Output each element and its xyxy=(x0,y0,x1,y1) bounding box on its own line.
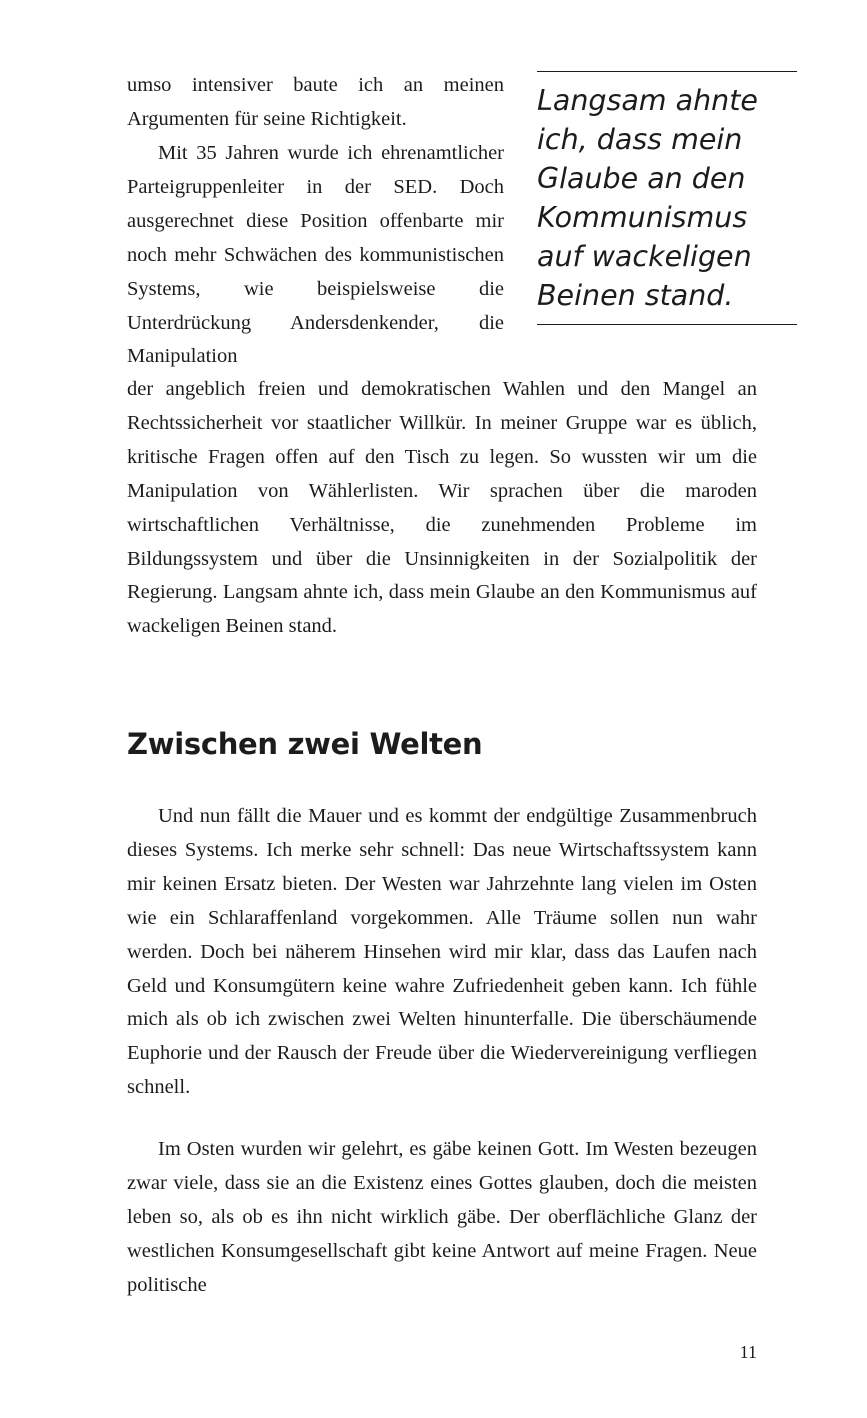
pull-quote-text xyxy=(537,81,797,315)
pull-quote-line: auf wackeligen xyxy=(537,240,752,273)
page-number: 11 xyxy=(739,1342,757,1362)
pull-quote-line: Glaube an den xyxy=(537,162,746,195)
section-paragraph-1: Und nun fällt die Mauer und es kommt der endgültige Zusammenbruch dieses Systems. Ich merke sehr schnell: Das neue Wirtschaftssystem kann mir keinen Ersatz bieten. Der Westen war Jahrzehnte lang vielen im Osten wie ein Schlaraffenland vorgekommen. Alle Träume sollen nun wahr werden. Doch bei näherem Hinsehen wird mir klar, dass das Laufen nach Geld und Konsumgütern keine wahre Zufriedenheit geben kann. Ich fühle mich als ob ich zwischen zwei Welten hinunterfalle. Die überschäumende Euphorie und der Rausch der Freude über die Wiedervereinigung verfliegen schnell. xyxy=(127,805,757,1099)
intro-paragraph-2-start: Mit 35 Jahren wurde ich ehrenamtlicher Parteigruppenleiter in der SED. Doch ausgerechnet diese Position offenbarte mir noch mehr Schwächen des kommunistischen Systems, wie beispielsweise die Unterdrückung Andersdenkender, die Manipulation xyxy=(127,142,504,368)
pull-quote-line: ich, dass mein xyxy=(537,123,743,156)
intro-paragraph-2-continued: der angeblich freien und demokratischen Wahlen und den Mangel an Rechtssicherheit vor staatlicher Willkür. In meiner Gruppe war es üblich, kritische Fragen offen auf den Tisch zu legen. So wussten wir um die Manipulation von Wählerlisten. Wir sprachen über die maroden wirtschaftlichen Verhältnisse, die zunehmenden Probleme im Bildungssystem und über die Unsinnigkeiten in der Sozialpolitik der Regierung. Langsam ahnte ich, dass mein Glaube an den Kommunismus auf wackeligen Beinen stand. xyxy=(127,378,757,638)
pull-quote-line: Langsam ahnte xyxy=(537,84,758,117)
section-heading: Zwischen zwei Welten xyxy=(127,727,483,761)
pull-quote-line: Kommunismus xyxy=(537,201,748,234)
pull-quote xyxy=(537,71,797,325)
section-paragraph-2: Im Osten wurden wir gelehrt, es gäbe keinen Gott. Im Westen bezeugen zwar viele, dass sie an die Existenz eines Gottes glauben, doch die meisten leben so, als ob es ihn nicht wirklich gäbe. Der oberflächliche Glanz der westlichen Konsumgesellschaft gibt keine Antwort auf meine Fragen. Neue politische xyxy=(127,1138,757,1296)
pull-quote-line: Beinen stand. xyxy=(537,279,734,312)
intro-paragraph-1: umso intensiver baute ich an meinen Argumenten für seine Richtigkeit. xyxy=(127,74,504,130)
